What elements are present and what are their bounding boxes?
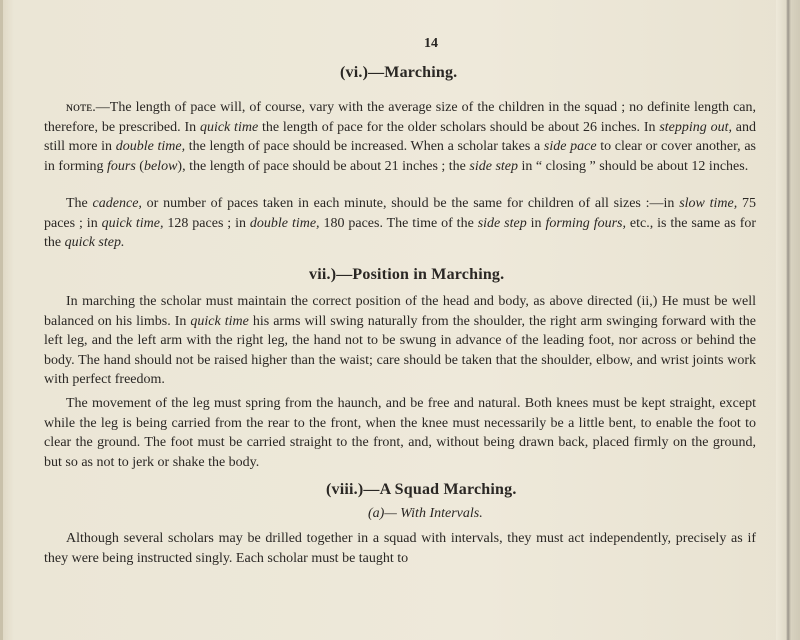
cadence-paragraph: The cadence, or number of paces taken in each minute, should be the same for children of all sizes :—in slow time, 75 paces ; in quick time, 128 paces ; in double time, 180 paces. The time of the side step in forming fours, etc., is the same as for the quick step. (44, 196, 757, 250)
page-edge (776, 0, 800, 640)
page-spine (0, 0, 3, 640)
section-heading-viii: (viii.)—A Squad Marching. (326, 481, 517, 498)
subheading-with-intervals: (a)— With Intervals. (368, 506, 483, 521)
position-paragraph-1: In marching the scholar must maintain the correct position of the head and body, as above directed (ii,) He must be well balanced on his limbs. In quick time his arms will swing naturally from the shoulder, the right arm swinging forward with the left leg, and the left arm with the right leg, the hand not to be swung in advance of the leading foot, nor across or behind the body. The hand should not be raised higher than the waist; care should be taken that the shoulder, elbow, and wrist joints work with perfect freedom. (44, 294, 756, 387)
note-paragraph: ɴᴏᴛᴇ.—The length of pace will, of course, vary with the average size of the children in the squad ; no definite length can, therefore, be prescribed. In quick time the length of pace for the older scholars should be about 26 inches. In stepping out, and still more in double time, the length of pace should be increased. When a scholar takes a side pace to clear or cover another, as in forming fours (below), the length of pace should be about 21 inches ; the side step in “ closing ” should be about 12 inches. (44, 100, 757, 174)
squad-paragraph: Although several scholars may be drilled together in a squad with intervals, they must act independently, precisely as if they were being instructed singly. Each scholar must be taught to (44, 531, 756, 566)
section-heading-vii: vii.)—Position in Marching. (309, 266, 505, 283)
section-heading-vi: (vi.)—Marching. (340, 64, 458, 81)
position-paragraph-2: The movement of the leg must spring from the haunch, and be free and natural. Both knees must be kept straight, except while the leg is being carried from the rear to the front, when the knee must necessarily be a little bent, to enable the foot to clear the ground. The foot must be carried straight to the front, and, without being drawn back, placed firmly on the ground, but so as not to jerk or shake the body. (44, 396, 756, 470)
page-number: 14 (424, 36, 438, 51)
